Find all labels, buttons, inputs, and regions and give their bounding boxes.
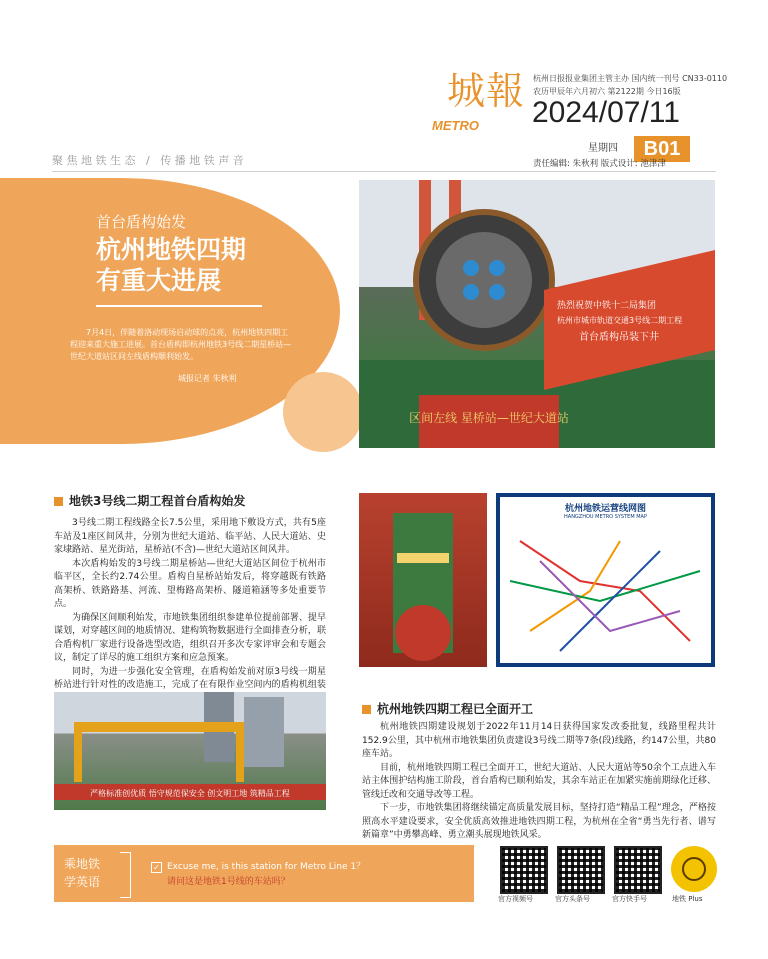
section1-body bbox=[54, 517, 326, 706]
feature-lead: 7月4日，伴随着洛动现场启动球的点亮，杭州地铁四期工程迎来重大施工进展。首台盾构即杭州地铁3号线二期星桥站—世纪大道站区间左线盾构顺利始发。 bbox=[70, 328, 292, 361]
heading-square-icon bbox=[54, 497, 63, 506]
section1-paragraph: 同时，为进一步强化安全管理，在盾构始发前对原3号线一期星桥站进行针对性的改造施工，完成了在有限作业空间内的盾构机组装 bbox=[54, 666, 326, 690]
banner-line-1: 热烈祝贺中铁十二局集团 bbox=[557, 301, 657, 311]
bracket-divider bbox=[120, 852, 131, 898]
section1-heading: 地铁3号线二期工程首台盾构始发 bbox=[54, 492, 245, 509]
tunnel-sign-text: 区间左线 星桥站—世纪大道站 bbox=[409, 411, 569, 425]
qr-label: 官方头条号 bbox=[555, 895, 590, 903]
decorative-circle bbox=[283, 372, 363, 452]
english-phrase: Excuse me, is this station for Metro Line 1？ bbox=[167, 862, 366, 872]
app-label: 地铁 Plus bbox=[672, 895, 703, 903]
byline: 城报记者 朱秋利 bbox=[178, 374, 237, 383]
issue-date: 2024/07/11 bbox=[532, 96, 680, 129]
feature-kicker: 首台盾构始发 bbox=[96, 213, 187, 231]
publisher-info: 杭州日报报业集团主管主办 国内统一刊号 CN33-0110 bbox=[533, 74, 728, 83]
tunnel-shaft-photo bbox=[359, 493, 487, 667]
metro-lines bbox=[500, 521, 711, 661]
section2-heading: 杭州地铁四期工程已全面开工 bbox=[362, 700, 533, 717]
chinese-phrase: 请问这是地铁1号线的车站吗？ bbox=[167, 877, 290, 887]
checkbox-icon: ✓ bbox=[151, 862, 162, 873]
section1-paragraph: 为确保区间顺利始发，市地铁集团组织参建单位提前部署、提早谋划，对穿越区间的地质情况、建构筑物数据进行全面排查分析，联合盾构机厂家进行设备选型改造，组织召开多次专家评审会和专题会议，制定了详尽的施工组织方案和应急预案。 bbox=[54, 612, 326, 663]
metro-wordmark: METRO bbox=[432, 118, 479, 133]
section1-paragraph: 3号线二期工程线路全长7.5公里，采用地下敷设方式，共有5座车站及1座区间风井，分别为世纪大道站、临平站、人民大道站、史家埭路站、星光街站，星桥站(不含)—世纪大道站区间风井。 bbox=[54, 518, 326, 555]
tbm-illustration bbox=[359, 180, 715, 448]
headline-line-1: 杭州地铁四期 bbox=[96, 235, 247, 264]
metro-map-image bbox=[496, 493, 715, 667]
qr-code-toutiao[interactable] bbox=[557, 846, 605, 894]
weekday: 星期四 bbox=[588, 143, 618, 154]
banner-line-3: 首台盾构吊装下井 bbox=[579, 332, 659, 343]
headline-line-2: 有重大进展 bbox=[96, 266, 222, 295]
slogan: 聚焦地铁生态 / 传播地铁声音 bbox=[52, 154, 248, 167]
metro-plus-app-icon[interactable] bbox=[671, 846, 717, 892]
site-banner-text: 严格标准创优质 悟守规范保安全 创文明工地 筑精品工程 bbox=[90, 789, 290, 798]
heading-square-icon bbox=[362, 705, 371, 714]
qr-label: 官方快手号 bbox=[612, 895, 647, 903]
qr-code-video[interactable] bbox=[500, 846, 548, 894]
masthead-logo: 城報 bbox=[447, 69, 526, 113]
map-title: 杭州地铁运营线网图 bbox=[564, 504, 646, 514]
section2-paragraph: 目前，杭州地铁四期工程已全面开工，世纪大道站、人民大道站等50余个工点进入车站主体围护结构施工阶段，首台盾构已顺利始发，其余车站正在加紧实施前期绿化迁移、管线迁改和交通导改等工程。 bbox=[362, 762, 716, 800]
banner-line-2: 杭州市城市轨道交通3号线二期工程 bbox=[557, 316, 683, 325]
masthead-divider bbox=[52, 171, 716, 172]
tbm-lowering-photo bbox=[359, 180, 715, 448]
edition-badge: B01 bbox=[634, 136, 690, 162]
map-subtitle: HANGZHOU METRO SYSTEM MAP bbox=[564, 514, 647, 520]
section1-paragraph: 本次盾构始发的3号线二期星桥站—世纪大道站区间位于杭州市临平区，全长约2.74公里。盾构自星桥站始发后，将穿越既有铁路高架桥、铁路路基、河流、望梅路高架桥、隧道箱涵等多处重要节点。 bbox=[54, 558, 326, 609]
qr-code-kuaishou[interactable] bbox=[614, 846, 662, 894]
issue-info: 农历甲辰年六月初六 第2122期 今日16版 bbox=[533, 87, 681, 96]
editor-credits: 责任编辑: 朱秋利 版式设计: 池津津 bbox=[533, 159, 666, 169]
feature-headline bbox=[96, 234, 316, 296]
section2-paragraph: 下一步，市地铁集团将继续锚定高质量发展目标，坚持打造“精品工程”理念，严格按照高水平建设要求，安全优质高效推进地铁四期工程，为杭州在全省“勇当先行者、谱写新篇章”中勇攀高峰、勇立潮头展现地铁风采。 bbox=[362, 803, 716, 840]
construction-site-photo bbox=[54, 692, 326, 810]
headline-rule bbox=[96, 305, 262, 307]
qr-label: 官方视频号 bbox=[498, 895, 533, 903]
section2-paragraph: 杭州地铁四期建设规划于2022年11月14日获得国家发改委批复，线路里程共计152.9公里，其中杭州市地铁集团负责建设3号线二期等7条(段)线路，约147公里，共80座车站。 bbox=[362, 722, 716, 759]
learn-english-title: 乘地铁 学英语 bbox=[64, 857, 101, 889]
section2-body bbox=[362, 721, 716, 843]
